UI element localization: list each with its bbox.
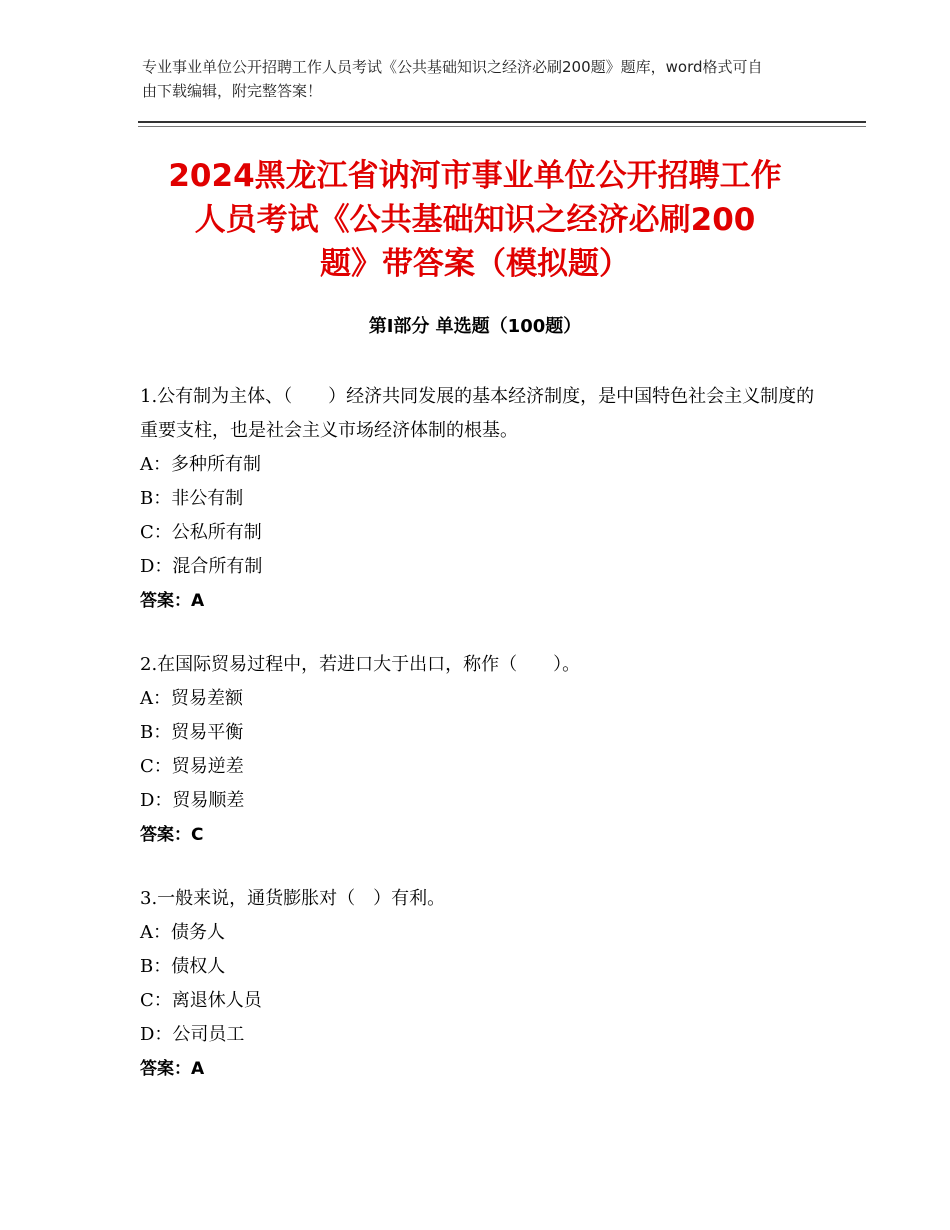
section-title: 第Ⅰ部分 单选题（100题）	[368, 316, 582, 337]
question-stem: 1.公有制为主体、（ ）经济共同发展的基本经济制度，是中国特色社会主义制度的重要支柱，也是社会主义市场经济体制的根基。	[140, 386, 815, 441]
document-title	[120, 154, 830, 286]
option-b: B：债权人	[140, 956, 226, 977]
option-b: B：非公有制	[140, 488, 244, 509]
answer: 答案：A	[140, 591, 205, 611]
answer: 答案：C	[140, 825, 204, 845]
option-c: C：离退休人员	[140, 990, 262, 1011]
title-line-2: 人员考试《公共基础知识之经济必刷200	[194, 202, 756, 238]
header-rule-thick	[138, 121, 866, 123]
option-c: C：贸易逆差	[140, 756, 244, 777]
option-a: A：多种所有制	[140, 454, 261, 475]
option-d: D：贸易顺差	[140, 790, 245, 811]
title-line-1: 2024黑龙江省讷河市事业单位公开招聘工作	[168, 158, 782, 194]
option-d: D：公司员工	[140, 1024, 245, 1045]
question-stem: 2.在国际贸易过程中，若进口大于出口，称作（ ）。	[140, 654, 581, 675]
question-3	[140, 882, 820, 1086]
option-d: D：混合所有制	[140, 556, 263, 577]
option-a: A：债务人	[140, 922, 225, 943]
option-a: A：贸易差额	[140, 688, 243, 709]
header-note: 专业事业单位公开招聘工作人员考试《公共基础知识之经济必刷200题》题库，word格式可自由下载编辑，附完整答案！	[142, 58, 763, 100]
question-2	[140, 648, 820, 852]
question-stem: 3.一般来说，通货膨胀对（ ）有利。	[140, 888, 446, 909]
title-line-3: 题》带答案（模拟题）	[320, 246, 630, 282]
question-1	[140, 380, 820, 618]
option-b: B：贸易平衡	[140, 722, 244, 743]
header-rule-thin	[138, 126, 866, 127]
answer: 答案：A	[140, 1059, 205, 1079]
question-list	[140, 380, 820, 1116]
option-c: C：公私所有制	[140, 522, 262, 543]
